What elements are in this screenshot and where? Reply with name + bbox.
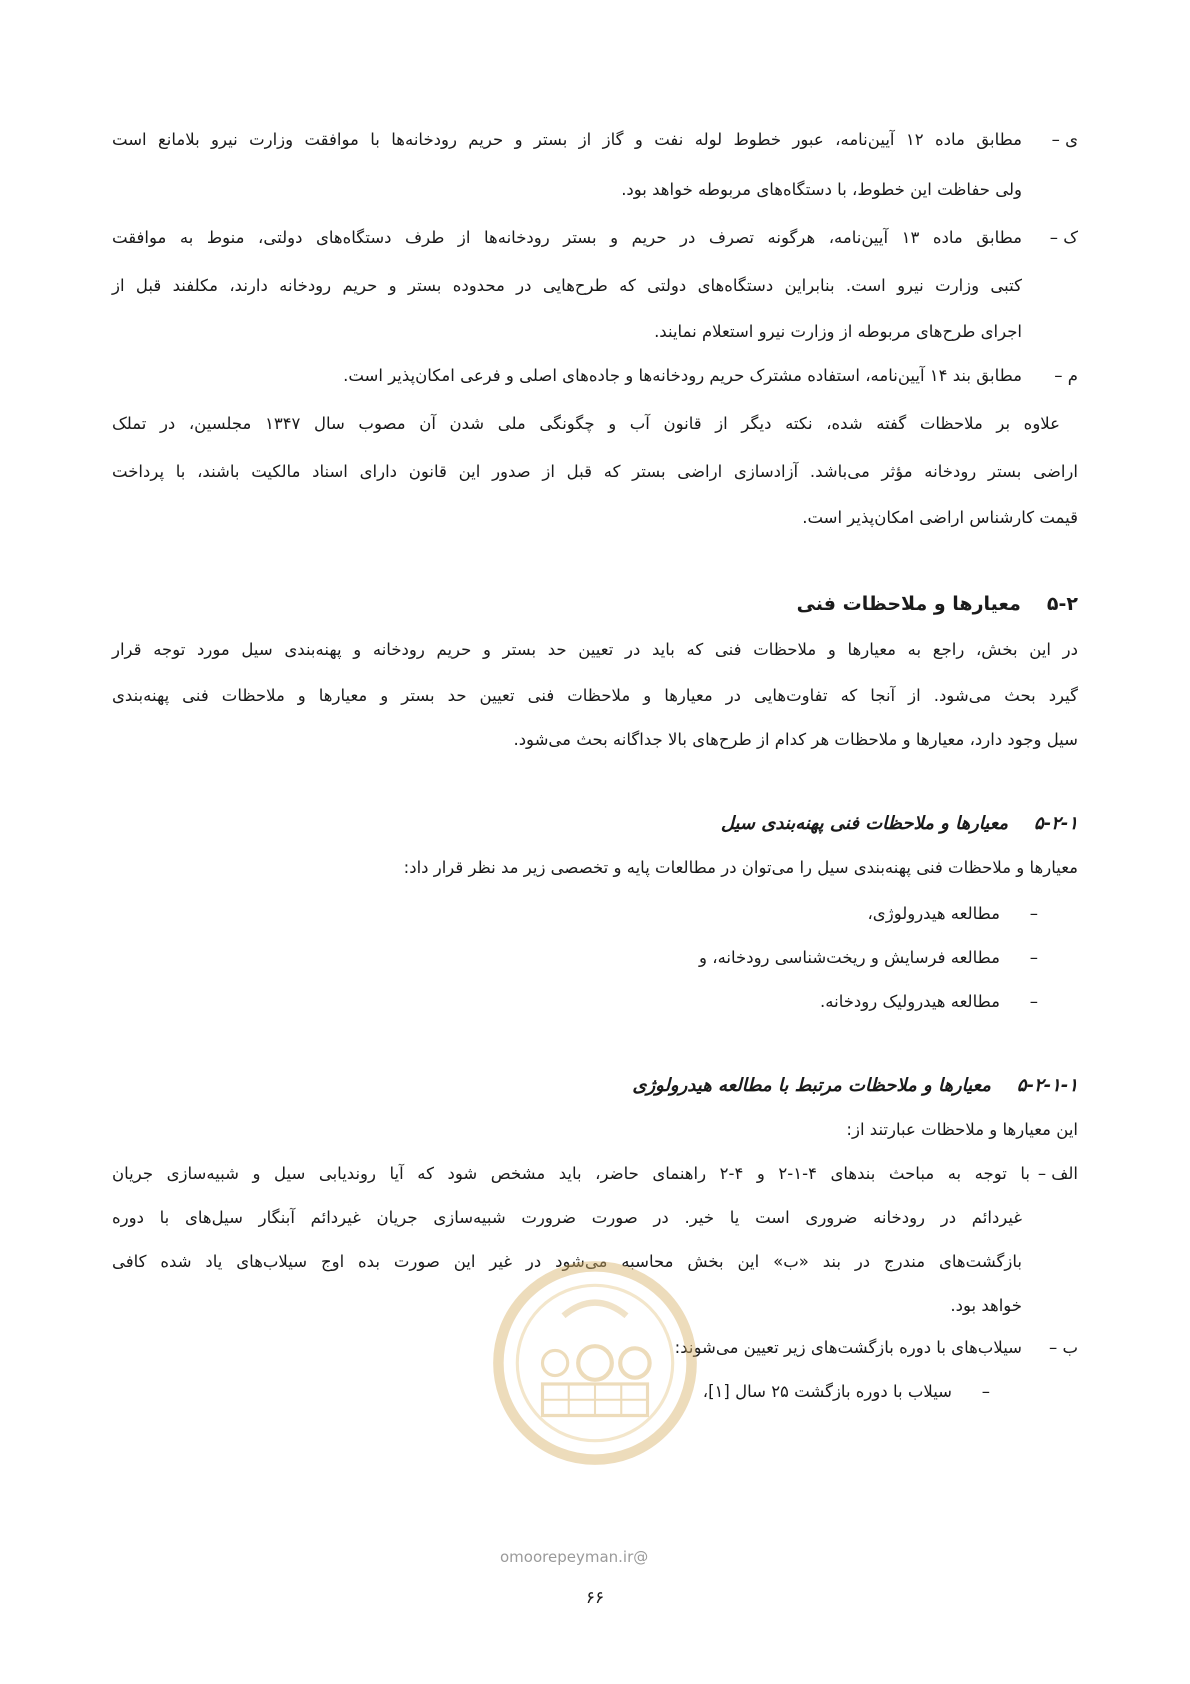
bullet-dash: – (1029, 904, 1038, 923)
watermark-url: @omoorepeyman.ir (500, 1548, 649, 1566)
item-alef-line-4: خواهد بود. (950, 1296, 1022, 1315)
section-number: ۵-۲-۱-۱ (1016, 1075, 1078, 1096)
bullet-item: مطالعه هیدرولیک رودخانه. (820, 992, 1000, 1011)
section-5-2-1-intro: معیارها و ملاحظات فنی پهنه‌بندی سیل را می‌توان در مطالعات پایه و تخصصی زیر مد نظر قرار داد: (403, 858, 1078, 877)
section-number: ۵-۲ (1046, 593, 1078, 615)
section-heading-5-2 (797, 590, 1078, 618)
section-heading-5-2-1-1 (632, 1072, 1078, 1100)
item-marker-k: ک – (1049, 228, 1078, 247)
section-title: معیارها و ملاحظات فنی (796, 593, 1021, 615)
item-y-line-1: مطابق ماده ۱۲ آیین‌نامه، عبور خطوط لوله نفت و گاز از بستر و حریم رودخانه‌ها با موافقت وزارت نیرو بلامانع است (112, 130, 1022, 149)
paragraph-1-line-3: قیمت کارشناس اراضی امکان‌پذیر است. (802, 508, 1078, 527)
bullet-item: سیلاب با دوره بازگشت ۲۵ سال [۱]، (702, 1382, 952, 1401)
section-5-2-1-1-intro: این معیارها و ملاحظات عبارتند از: (846, 1120, 1078, 1139)
watermark-logo-icon (490, 1258, 700, 1468)
item-y-line-2: ولی حفاظت این خطوط، با دستگاه‌های مربوطه خواهد بود. (621, 180, 1022, 199)
item-k-line-1: مطابق ماده ۱۳ آیین‌نامه، هرگونه تصرف در حریم و بستر رودخانه‌ها از طرف دستگاه‌های دولتی، منوط به موافقت (112, 228, 1023, 247)
item-m-line-1: مطابق بند ۱۴ آیین‌نامه، استفاده مشترک حریم رودخانه‌ها و جاده‌های اصلی و فرعی امکان‌پذیر است. (343, 366, 1022, 385)
item-alef-line-2: غیردائم در رودخانه ضروری است یا خیر. در صورت ضرورت شبیه‌سازی جریان غیردائم آبنگار سیل‌های با دوره (112, 1208, 1022, 1227)
section-5-2-line-2: گیرد بحث می‌شود. از آنجا که تفاوت‌هایی در معیارها و ملاحظات فنی تعیین حد بستر و معیارها و ملاحظات فنی پهنه‌بندی (112, 686, 1078, 705)
section-title: معیارها و ملاحظات مرتبط با مطالعه هیدرولوژی (632, 1075, 991, 1096)
paragraph-1-line-2: اراضی بستر رودخانه مؤثر می‌باشد. آزادسازی اراضی بستر که قبل از صدور این قانون دارای اسناد مالکیت باشند، با پرداخت (112, 462, 1078, 481)
section-number: ۵-۲-۱ (1034, 813, 1078, 834)
paragraph-1-line-1: علاوه بر ملاحظات گفته شده، نکته دیگر از قانون آب و چگونگی ملی شدن آن مصوب سال ۱۳۴۷ مجلسین، در تملک (112, 414, 1060, 433)
bullet-dash: – (1029, 992, 1038, 1011)
item-marker-alef: الف – (1037, 1164, 1078, 1183)
section-5-2-line-3: سیل وجود دارد، معیارها و ملاحظات هر کدام از طرح‌های بالا جداگانه بحث می‌شود. (513, 730, 1078, 749)
section-5-2-line-1: در این بخش، راجع به معیارها و ملاحظات فنی که باید در تعیین حد بستر و حریم رودخانه و پهنه‌بندی سیل مورد توجه قرار (112, 640, 1078, 659)
item-k-line-3: اجرای طرح‌های مربوطه از وزارت نیرو استعلام نمایند. (654, 322, 1022, 341)
item-marker-y: ی – (1051, 130, 1078, 149)
item-be-line-1: سیلاب‌های با دوره بازگشت‌های زیر تعیین می‌شوند: (674, 1338, 1022, 1357)
item-k-line-2: کتبی وزارت نیرو است. بنابراین دستگاه‌های دولتی که طرح‌هایی در محدوده بستر و حریم رودخانه دارند، مکلفند قبل از (112, 276, 1022, 295)
item-marker-be: ب – (1048, 1338, 1078, 1357)
item-alef-line-1: با توجه به مباحث بندهای ۴-۱-۲ و ۴-۲ راهنمای حاضر، باید مشخص شود که آیا روندیابی سیل و شبیه‌سازی جریان (112, 1164, 1030, 1183)
bullet-dash: – (981, 1382, 990, 1401)
bullet-item: مطالعه فرسایش و ریخت‌شناسی رودخانه، و (699, 948, 1000, 967)
item-alef-line-3: بازگشت‌های مندرج در بند «ب» این بخش محاسبه می‌شود در غیر این صورت بده اوج سیلاب‌های یاد شده کافی (112, 1252, 1022, 1271)
section-heading-5-2-1 (721, 810, 1078, 838)
page-number: ۶۶ (585, 1588, 605, 1608)
bullet-item: مطالعه هیدرولوژی، (867, 904, 1000, 923)
item-marker-m: م – (1054, 366, 1078, 385)
section-title: معیارها و ملاحظات فنی پهنه‌بندی سیل (720, 813, 1009, 834)
bullet-dash: – (1029, 948, 1038, 967)
